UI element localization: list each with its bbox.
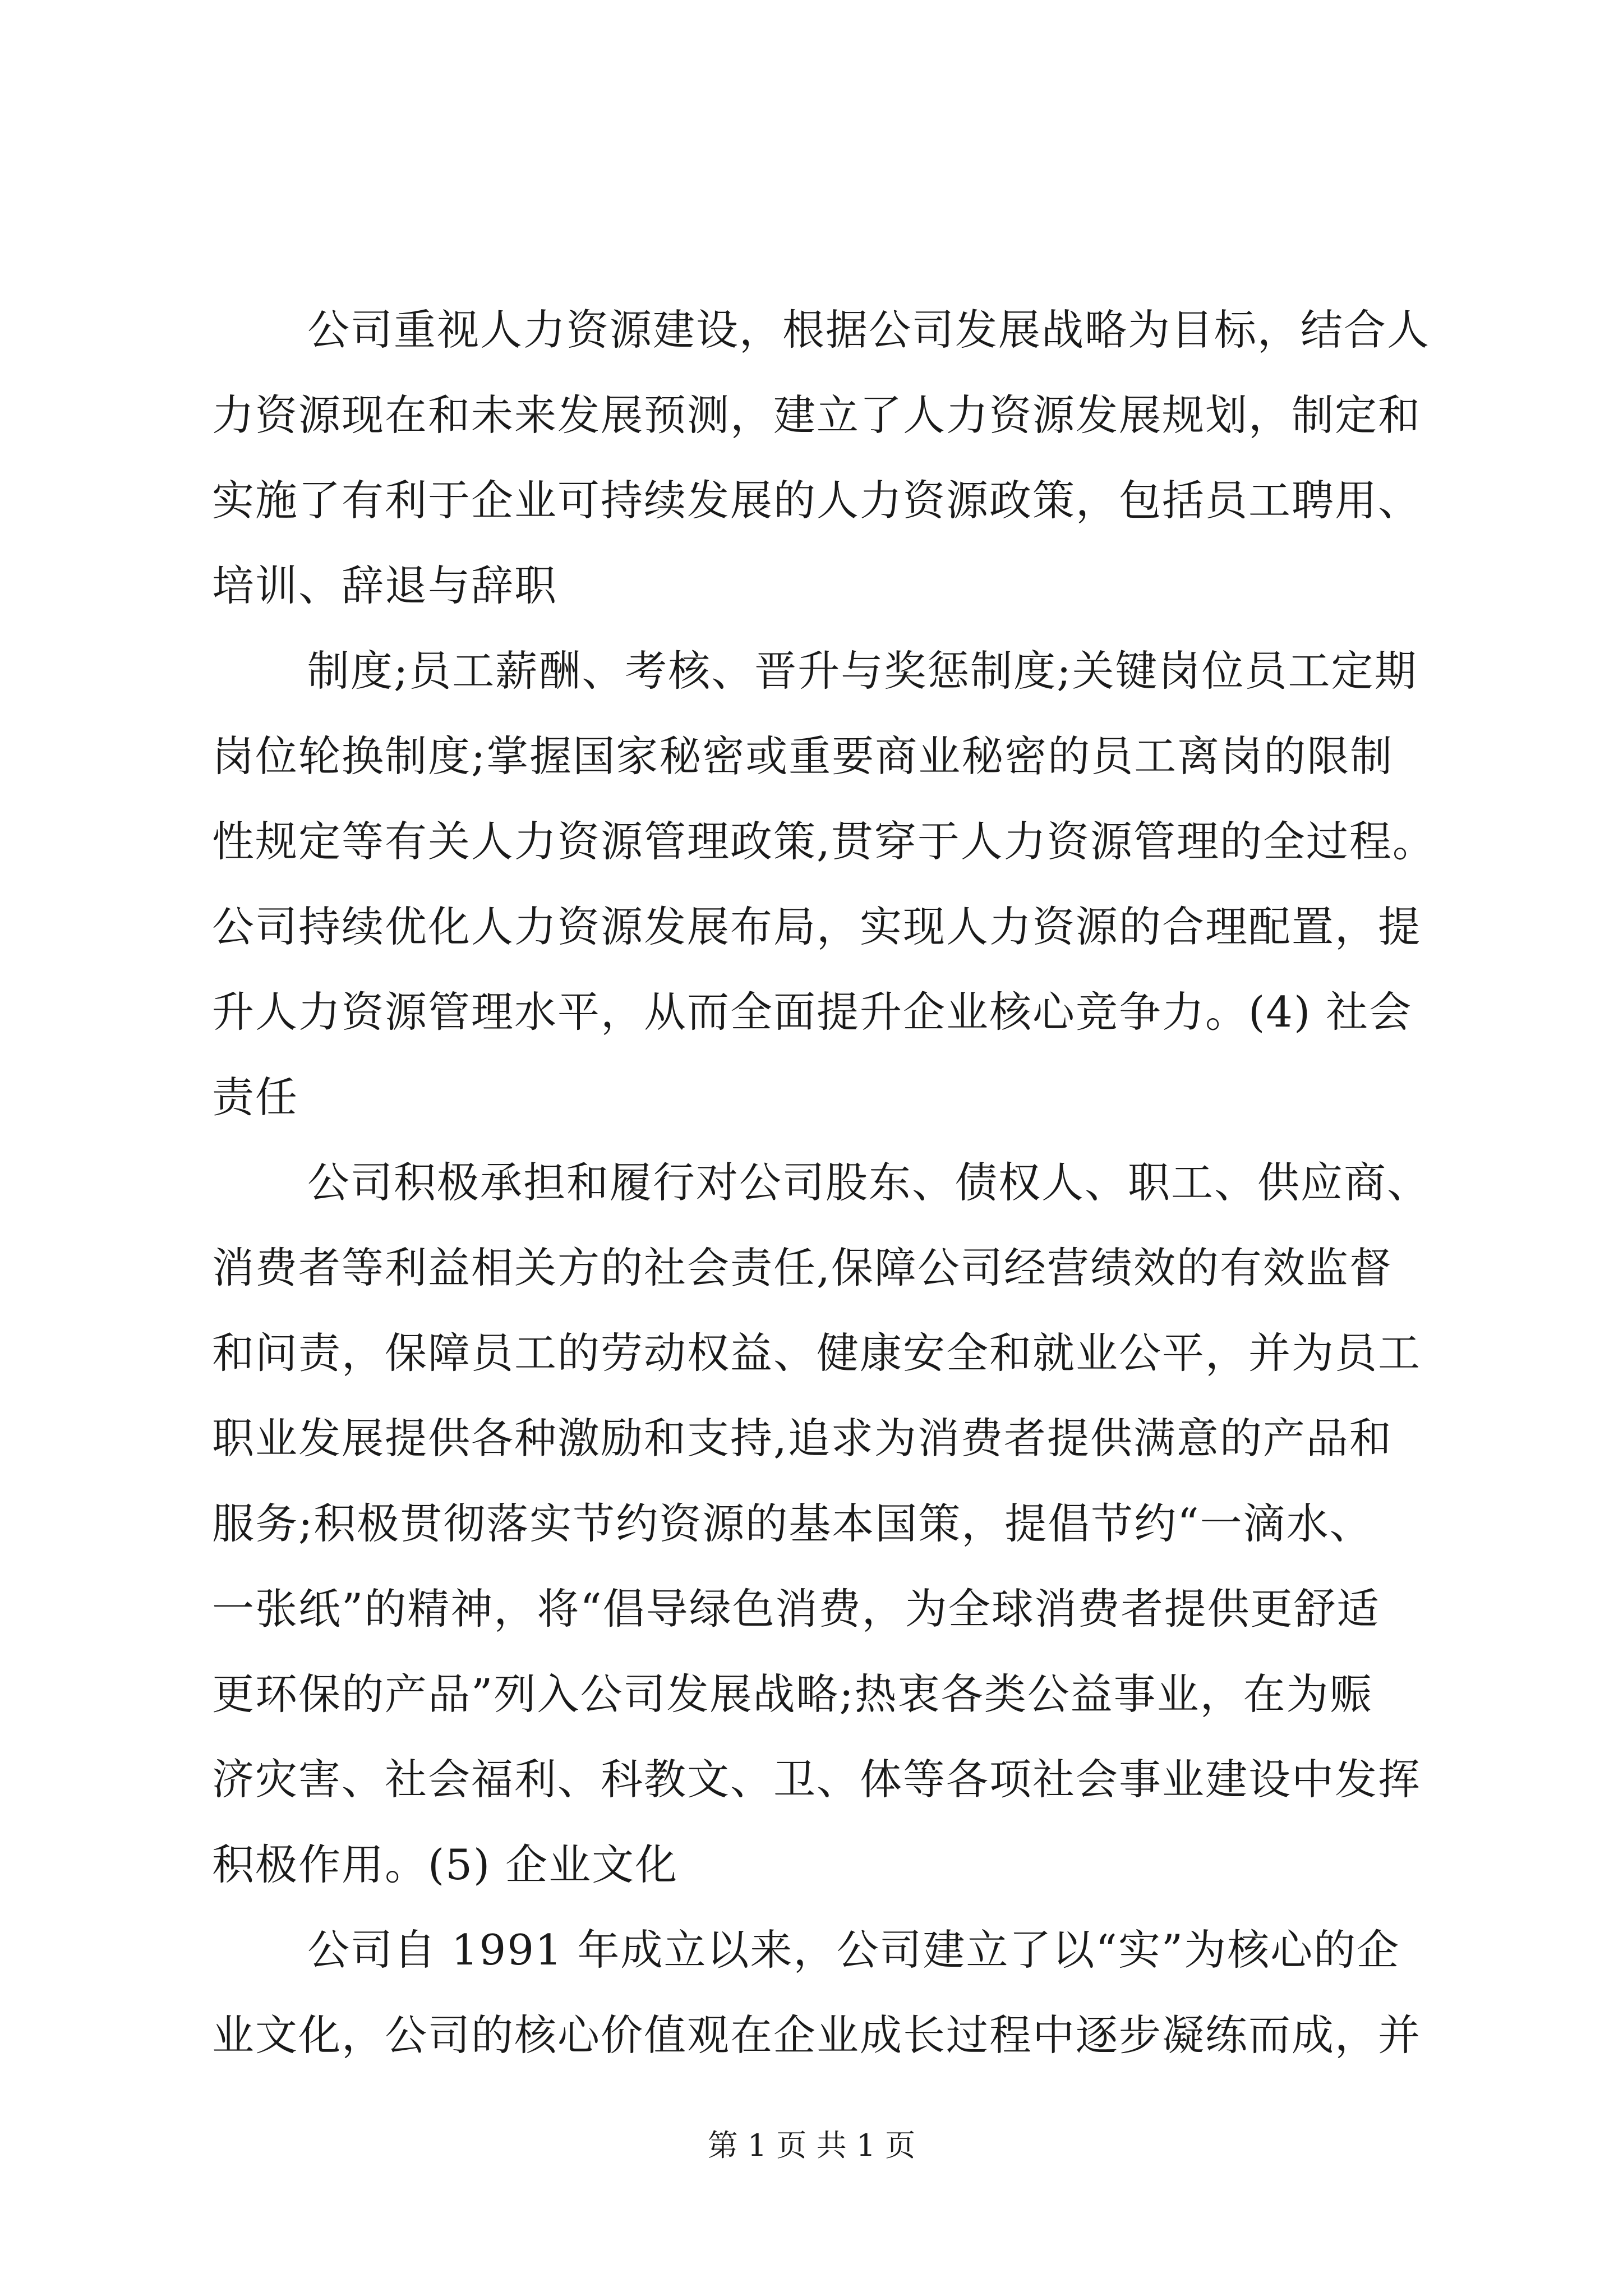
text-line: 公司积极承担和履行对公司股东、债权人、职工、供应商、 bbox=[307, 1158, 1431, 1207]
page-footer: 第 1 页 共 1 页 bbox=[707, 2128, 916, 2163]
text-line: 一张纸”的精神，将“倡导绿色消费，为全球消费者提供更舒适 bbox=[212, 1584, 1380, 1634]
text-line: 济灾害、社会福利、科教文、卫、体等各项社会事业建设中发挥 bbox=[212, 1755, 1422, 1804]
text-line: 更环保的产品”列入公司发展战略;热衷各类公益事业，在为赈 bbox=[212, 1669, 1373, 1719]
text-line: 实施了有利于企业可持续发展的人力资源政策，包括员工聘用、 bbox=[212, 476, 1422, 525]
text-line: 升人力资源管理水平，从而全面提升企业核心竞争力。(4) 社会 bbox=[212, 987, 1413, 1037]
text-line: 性规定等有关人力资源管理政策,贯穿于人力资源管理的全过程。 bbox=[212, 817, 1436, 866]
text-line: 公司持续优化人力资源发展布局，实现人力资源的合理配置，提 bbox=[212, 902, 1422, 951]
text-line: 业文化，公司的核心价值观在企业成长过程中逐步凝练而成，并 bbox=[212, 2010, 1422, 2060]
text-line: 公司重视人力资源建设，根据公司发展战略为目标，结合人 bbox=[307, 305, 1431, 355]
text-line: 服务;积极贯彻落实节约资源的基本国策，提倡节约“一滴水、 bbox=[212, 1499, 1373, 1548]
text-line: 培训、辞退与辞职 bbox=[212, 561, 558, 610]
text-line: 力资源现在和未来发展预测，建立了人力资源发展规划，制定和 bbox=[212, 390, 1422, 440]
text-line: 责任 bbox=[212, 1073, 299, 1122]
text-line: 岗位轮换制度;掌握国家秘密或重要商业秘密的员工离岗的限制 bbox=[212, 731, 1394, 781]
text-line: 公司自 1991 年成立以来，公司建立了以“实”为核心的企 bbox=[307, 1925, 1400, 1975]
text-line: 消费者等利益相关方的社会责任,保障公司经营绩效的有效监督 bbox=[212, 1243, 1393, 1292]
text-line: 职业发展提供各种激励和支持,追求为消费者提供满意的产品和 bbox=[212, 1414, 1393, 1463]
text-line: 和问责，保障员工的劳动权益、健康安全和就业公平，并为员工 bbox=[212, 1328, 1422, 1378]
text-line: 积极作用。(5) 企业文化 bbox=[212, 1840, 679, 1889]
text-line: 制度;员工薪酬、考核、晋升与奖惩制度;关键岗位员工定期 bbox=[307, 646, 1418, 696]
